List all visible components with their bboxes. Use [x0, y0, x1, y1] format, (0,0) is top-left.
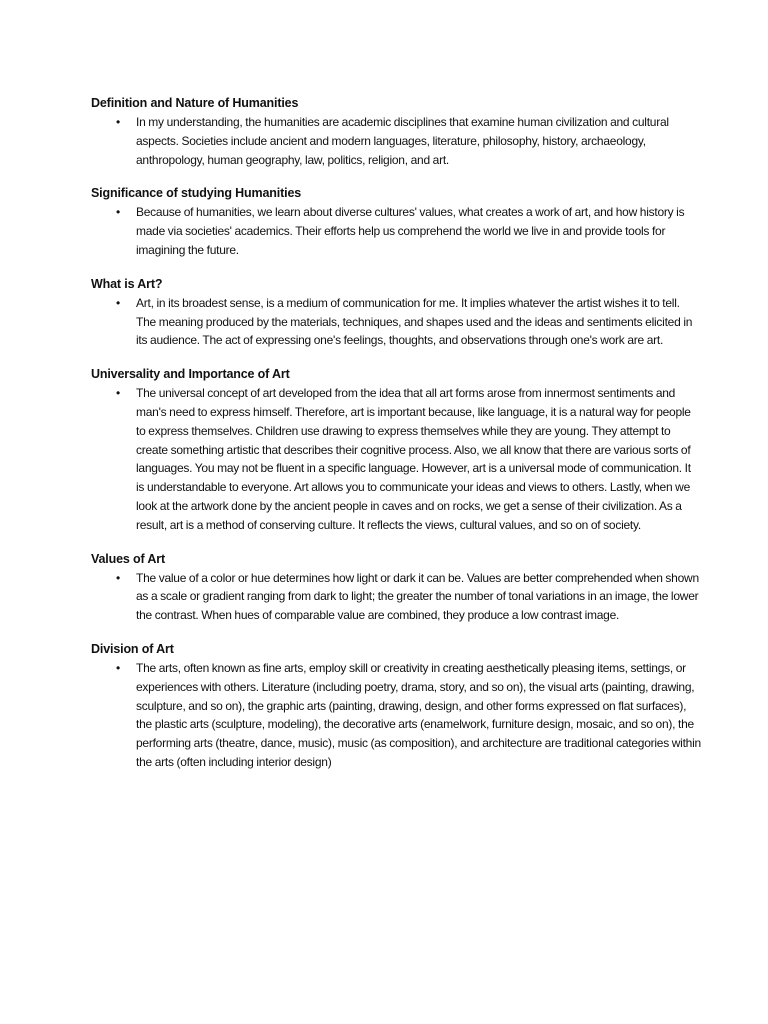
section-division-of-art: [91, 640, 708, 772]
bullet-text: In my understanding, the humanities are academic disciplines that examine human civilization and cultural aspects. Societies include ancient and modern languages, literature, philosophy, history, archaeology, anthropology, human geography, law, politics, religion, and art.: [136, 115, 669, 167]
bullet-icon: •: [116, 295, 121, 310]
bullet-item: [91, 294, 708, 350]
bullet-item: [91, 384, 708, 534]
bullet-text: The arts, often known as fine arts, employ skill or creativity in creating aesthetically pleasing items, settings, or experiences with others. Literature (including poetry, drama, story, and so on), the visual arts (painting, drawing, sculpture, and so on), the graphic arts (painting, drawing, design, and other forms expressed on flat surfaces), the plastic arts (sculpture, modeling), the decorative arts (enamelwork, furniture design, mosaic, and so on), the performing arts (theatre, dance, music), music (as composition), and architecture are traditional categories within the arts (often including interior design): [136, 660, 701, 769]
bullet-text: Because of humanities, we learn about diverse cultures' values, what creates a work of art, and how history is made via societies' academics. Their efforts help us comprehend the world we live in and provide tools for imagining the future.: [136, 205, 685, 257]
bullet-text: The value of a color or hue determines how light or dark it can be. Values are better comprehended when shown as a scale or gradient ranging from dark to light; the greater the number of tonal variations in an image, the lower the contrast. When hues of comparable value are combined, they produce a low contrast image.: [136, 570, 699, 623]
bullet-text: Art, in its broadest sense, is a medium of communication for me. It implies whatever the artist wishes it to tell. The meaning produced by the materials, techniques, and shapes used and the ideas and sentiments elicited in its audience. The act of expressing one's feelings, thoughts, and observations through one's work are art.: [136, 295, 693, 348]
section-heading: Universality and Importance of Art: [91, 367, 290, 382]
bullet-item: [91, 203, 708, 259]
section-universality: [91, 365, 708, 534]
section-significance: [91, 184, 708, 259]
section-heading: What is Art?: [91, 276, 163, 291]
bullet-text: The universal concept of art developed from the idea that all art forms arose from innermost sentiments and man's need to express himself. Therefore, art is important because, like language, it is a natural way for people to express themselves. Children use drawing to express themselves while they are young. They attempt to create something artistic that describes their cognitive process. Also, we all know that there are various sorts of languages. You may not be fluent in a specific language. However, art is a universal mode of communication. It is understandable to everyone. Art allows you to communicate your ideas and views to others. Lastly, when we look at the artwork done by the ancient people in caves and on rocks, we get a sense of their civilization. As a result, art is a method of conserving culture. It reflects the views, cultural values, and so on of society.: [136, 386, 691, 532]
bullet-icon: •: [116, 115, 121, 129]
bullet-icon: •: [116, 570, 121, 585]
bullet-icon: •: [116, 386, 121, 401]
bullet-item: [91, 569, 708, 625]
bullet-item: [91, 659, 708, 772]
section-what-is-art: [91, 275, 708, 350]
section-heading: Significance of studying Humanities: [91, 186, 302, 201]
section-definition: [91, 94, 708, 169]
section-heading: Definition and Nature of Humanities: [91, 96, 299, 110]
bullet-icon: •: [116, 205, 121, 220]
section-values-of-art: [91, 550, 708, 625]
section-heading: Division of Art: [91, 641, 174, 656]
bullet-icon: •: [116, 660, 121, 675]
section-heading: Values of Art: [91, 551, 165, 566]
bullet-item: [91, 113, 708, 169]
